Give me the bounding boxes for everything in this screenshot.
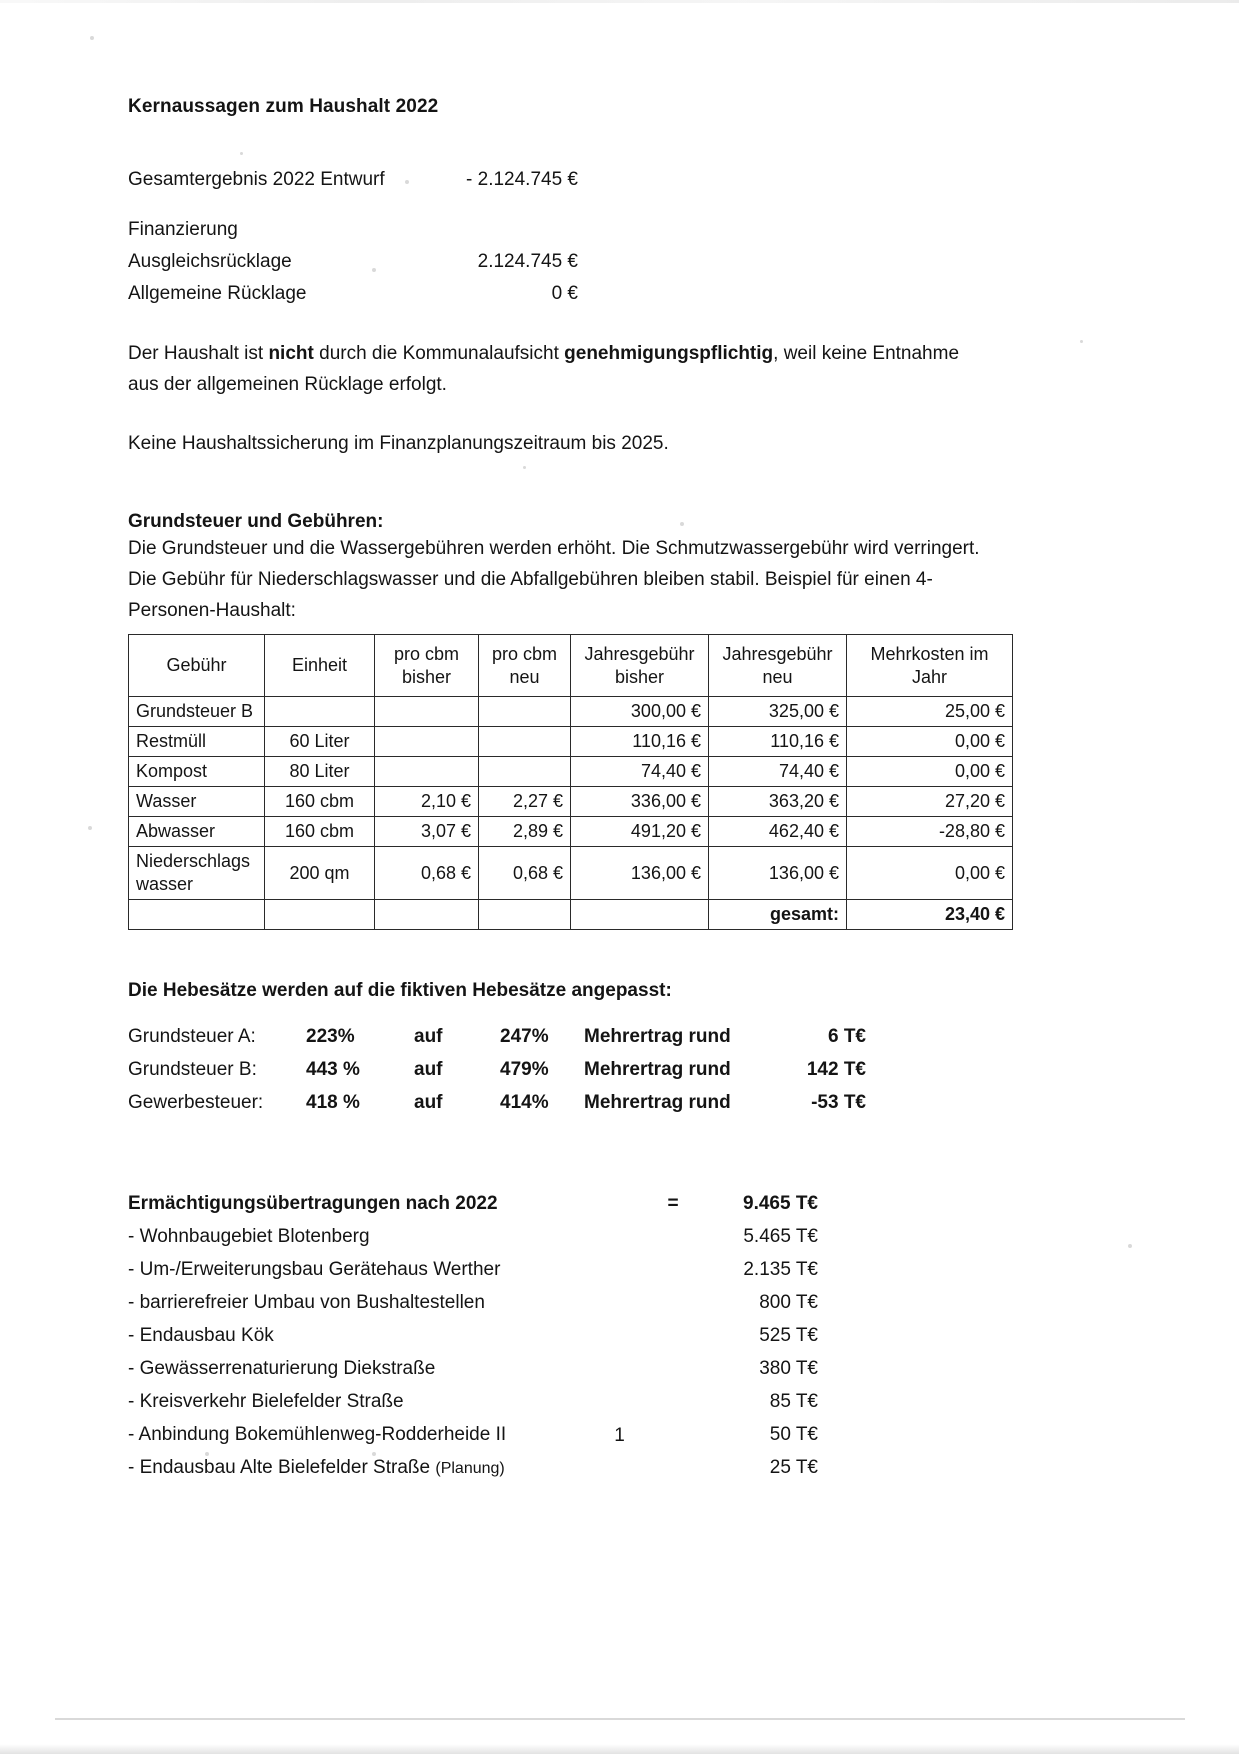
ermaechtigung-label-note: (Planung)	[435, 1460, 505, 1477]
ermaechtigung-label: - Endausbau Kök	[128, 1325, 274, 1346]
cell-fee: Wasser	[129, 787, 265, 817]
cell-empty	[571, 900, 709, 930]
cell-extra-cost: 25,00 €	[847, 697, 1013, 727]
col-header-annual-old	[571, 635, 709, 697]
hebesaetze-row-grundsteuer-b	[128, 1053, 1028, 1086]
hebesatz-auf-label: auf	[414, 1059, 443, 1080]
hebesatz-value: 142 T€	[806, 1059, 866, 1080]
hebesatz-value: 6 T€	[827, 1026, 866, 1047]
hebesatz-mehrertrag-label: Mehrertrag rund	[584, 1092, 731, 1113]
cell-extra-cost: -28,80 €	[847, 817, 1013, 847]
total-value: 23,40 €	[847, 900, 1013, 930]
list-item	[128, 1253, 1028, 1286]
hebesatz-mehrertrag-label: Mehrertrag rund	[584, 1026, 731, 1047]
financing-label: Allgemeine Rücklage	[128, 283, 307, 304]
hebesatz-old-rate: 223%	[306, 1026, 355, 1047]
cell-annual-new: 325,00 €	[709, 697, 847, 727]
cell-fee	[129, 847, 265, 900]
spacer	[128, 459, 1028, 511]
col-header-annual-new-line1: Jahresgebühr	[722, 643, 833, 664]
spacer	[128, 196, 1028, 214]
financing-label: Ausgleichsrücklage	[128, 251, 292, 272]
col-header-per-cbm-old	[375, 635, 479, 697]
fees-section-heading: Grundsteuer und Gebühren:	[128, 511, 384, 532]
hebesaetze-row-gewerbesteuer	[128, 1086, 1028, 1119]
total-label: gesamt:	[709, 900, 847, 930]
cell-fee: Grundsteuer B	[129, 697, 265, 727]
cell-unit	[265, 697, 375, 727]
cell-fee-line2: wasser	[136, 874, 194, 894]
fees-section-intro: Die Grundsteuer und die Wassergebühren werden erhöht. Die Schmutzwassergebühr wird verringert. Die Gebühr für Niederschlagswasser und die Abfallgebühren bleiben stabil. Beispiel für einen 4-Personen-Haushalt:	[128, 538, 980, 621]
cell-fee: Kompost	[129, 757, 265, 787]
spacer	[128, 310, 1028, 338]
table-row	[129, 787, 1013, 817]
hebesatz-mehrertrag-label: Mehrertrag rund	[584, 1059, 731, 1080]
ermaechtigung-label	[128, 1451, 708, 1485]
fees-table-head	[129, 635, 1013, 697]
cell-per-cbm-new: 0,68 €	[479, 847, 571, 900]
cell-annual-old: 491,20 €	[571, 817, 709, 847]
cell-annual-new: 74,40 €	[709, 757, 847, 787]
scan-speck	[90, 36, 94, 40]
col-header-per-cbm-new-line1: pro cbm	[491, 643, 558, 664]
page-title: Kernaussagen zum Haushalt 2022	[128, 96, 439, 117]
cell-extra-cost: 0,00 €	[847, 847, 1013, 900]
approval-text-pre: Der Haushalt ist	[128, 343, 269, 364]
scan-speck	[1128, 1244, 1132, 1248]
cell-per-cbm-new: 2,89 €	[479, 817, 571, 847]
ermaechtigung-label: - Kreisverkehr Bielefelder Straße	[128, 1391, 404, 1412]
cell-annual-old: 336,00 €	[571, 787, 709, 817]
list-item	[128, 1385, 1028, 1418]
hebesaetze-heading: Die Hebesätze werden auf die fiktiven Hebesätze angepasst:	[128, 980, 672, 1001]
table-row	[129, 697, 1013, 727]
cell-annual-old: 110,16 €	[571, 727, 709, 757]
table-total-row	[129, 900, 1013, 930]
cell-per-cbm-new	[479, 697, 571, 727]
hebesatz-new-rate: 479%	[500, 1059, 549, 1080]
col-header-annual-new-line2: neu	[762, 666, 793, 687]
table-header-row	[129, 635, 1013, 697]
table-row	[129, 757, 1013, 787]
page-number: 1	[614, 1425, 625, 1446]
cell-annual-old: 300,00 €	[571, 697, 709, 727]
approval-bold-nicht: nicht	[268, 343, 314, 364]
cell-empty	[265, 900, 375, 930]
approval-paragraph	[128, 338, 988, 400]
ermaechtigung-value: 2.135 T€	[743, 1259, 818, 1280]
list-item	[128, 1352, 1028, 1385]
summary-label: Gesamtergebnis 2022 Entwurf	[128, 169, 385, 190]
ermaechtigung-label: - barrierefreier Umbau von Bushaltestellen	[128, 1292, 485, 1313]
summary-value: - 2.124.745 €	[466, 169, 578, 190]
financing-heading: Finanzierung	[128, 219, 238, 240]
approval-text-mid: durch die Kommunalaufsicht	[313, 343, 565, 364]
cell-per-cbm-old: 2,10 €	[375, 787, 479, 817]
financing-heading-row	[128, 214, 1028, 246]
ermaechtigungen-heading-row	[128, 1187, 1028, 1220]
cell-per-cbm-old: 0,68 €	[375, 847, 479, 900]
col-header-annual-old-line2: bisher	[614, 666, 665, 687]
ermaechtigung-label-text: - Endausbau Alte Bielefelder Straße	[128, 1457, 436, 1478]
col-header-fee: Gebühr	[129, 635, 265, 697]
cell-fee: Abwasser	[129, 817, 265, 847]
hebesatz-name: Gewerbesteuer:	[128, 1092, 264, 1113]
list-item	[128, 1451, 1028, 1485]
hebesaetze-row-grundsteuer-a	[128, 1020, 1028, 1053]
cell-extra-cost: 27,20 €	[847, 787, 1013, 817]
approval-bold-genehmigungspflichtig: genehmigungspflichtig	[564, 343, 774, 364]
ermaechtigung-value: 85 T€	[769, 1391, 818, 1412]
cell-annual-old: 74,40 €	[571, 757, 709, 787]
cell-fee-line1: Niederschlags	[136, 851, 251, 871]
ermaechtigung-value: 50 T€	[769, 1424, 818, 1445]
cell-annual-old: 136,00 €	[571, 847, 709, 900]
ermaechtigung-label: - Anbindung Bokemühlenweg-Rodderheide II	[128, 1424, 507, 1445]
col-header-extra-cost	[847, 635, 1013, 697]
col-header-per-cbm-old-line2: bisher	[401, 666, 452, 687]
scan-edge-bottom-line	[55, 1718, 1185, 1720]
ermaechtigung-label: - Gewässerrenaturierung Diekstraße	[128, 1358, 436, 1379]
col-header-annual-old-line1: Jahresgebühr	[584, 643, 695, 664]
cell-per-cbm-old	[375, 697, 479, 727]
cell-unit: 200 qm	[265, 847, 375, 900]
cell-empty	[375, 900, 479, 930]
fees-table-body	[129, 697, 1013, 930]
financing-row-allgemeine-ruecklage	[128, 278, 1028, 310]
scan-speck	[88, 826, 92, 830]
hebesatz-new-rate: 247%	[500, 1026, 549, 1047]
ermaechtigung-label: - Wohnbaugebiet Blotenberg	[128, 1226, 370, 1247]
ermaechtigungen-heading: Ermächtigungsübertragungen nach 2022	[128, 1193, 498, 1214]
hebesatz-name: Grundsteuer A:	[128, 1026, 256, 1047]
cell-per-cbm-new	[479, 727, 571, 757]
cell-unit: 160 cbm	[265, 817, 375, 847]
cell-per-cbm-old	[375, 727, 479, 757]
table-row	[129, 727, 1013, 757]
hebesatz-auf-label: auf	[414, 1026, 443, 1047]
ermaechtigungen-total-value: 9.465 T€	[743, 1193, 818, 1214]
hebesatz-old-rate: 418 %	[306, 1092, 360, 1113]
cell-annual-new: 110,16 €	[709, 727, 847, 757]
summary-row-total-result	[128, 164, 1028, 196]
list-item	[128, 1220, 1028, 1253]
col-header-per-cbm-new-line2: neu	[509, 666, 540, 687]
col-header-extra-cost-line2: Jahr	[911, 666, 947, 687]
cell-annual-new: 462,40 €	[709, 817, 847, 847]
hebesatz-new-rate: 414%	[500, 1092, 549, 1113]
table-row	[129, 817, 1013, 847]
ermaechtigungen-equals-sign: =	[667, 1193, 679, 1214]
approval-text-post: , weil keine Entnahme aus der allgemeinen Rücklage erfolgt.	[128, 343, 960, 395]
ermaechtigung-label: - Um-/Erweiterungsbau Gerätehaus Werther	[128, 1259, 501, 1280]
spacer	[128, 930, 1028, 980]
list-item	[128, 1319, 1028, 1352]
cell-extra-cost: 0,00 €	[847, 727, 1013, 757]
hebesatz-old-rate: 443 %	[306, 1059, 360, 1080]
list-item	[128, 1286, 1028, 1319]
ermaechtigung-value: 5.465 T€	[743, 1226, 818, 1247]
ermaechtigung-value: 800 T€	[759, 1292, 818, 1313]
cell-unit: 160 cbm	[265, 787, 375, 817]
no-securing-paragraph: Keine Haushaltssicherung im Finanzplanungszeitraum bis 2025.	[128, 433, 669, 454]
ermaechtigung-value: 525 T€	[759, 1325, 818, 1346]
fees-table	[128, 634, 1013, 930]
hebesatz-value: -53 T€	[811, 1092, 866, 1113]
scan-speck	[1080, 340, 1083, 343]
financing-value: 2.124.745 €	[477, 251, 578, 272]
cell-annual-new: 363,20 €	[709, 787, 847, 817]
scan-edge-top	[0, 0, 1239, 3]
col-header-unit: Einheit	[265, 635, 375, 697]
col-header-per-cbm-new	[479, 635, 571, 697]
cell-fee: Restmüll	[129, 727, 265, 757]
table-row	[129, 847, 1013, 900]
spacer	[128, 400, 1028, 428]
cell-per-cbm-old: 3,07 €	[375, 817, 479, 847]
financing-value: 0 €	[551, 283, 578, 304]
document-content	[128, 96, 1028, 1485]
cell-per-cbm-new: 2,27 €	[479, 787, 571, 817]
scan-edge-bottom	[0, 1744, 1239, 1754]
cell-annual-new: 136,00 €	[709, 847, 847, 900]
cell-extra-cost: 0,00 €	[847, 757, 1013, 787]
col-header-annual-new	[709, 635, 847, 697]
ermaechtigung-value: 25 T€	[769, 1457, 818, 1478]
col-header-per-cbm-old-line1: pro cbm	[393, 643, 460, 664]
spacer	[128, 1119, 1028, 1187]
financing-row-ausgleichsruecklage	[128, 246, 1028, 278]
cell-unit: 60 Liter	[265, 727, 375, 757]
hebesatz-auf-label: auf	[414, 1092, 443, 1113]
cell-per-cbm-old	[375, 757, 479, 787]
cell-empty	[129, 900, 265, 930]
col-header-extra-cost-line1: Mehrkosten im	[870, 643, 989, 664]
cell-per-cbm-new	[479, 757, 571, 787]
hebesatz-name: Grundsteuer B:	[128, 1059, 257, 1080]
cell-unit: 80 Liter	[265, 757, 375, 787]
cell-empty	[479, 900, 571, 930]
ermaechtigung-value: 380 T€	[759, 1358, 818, 1379]
